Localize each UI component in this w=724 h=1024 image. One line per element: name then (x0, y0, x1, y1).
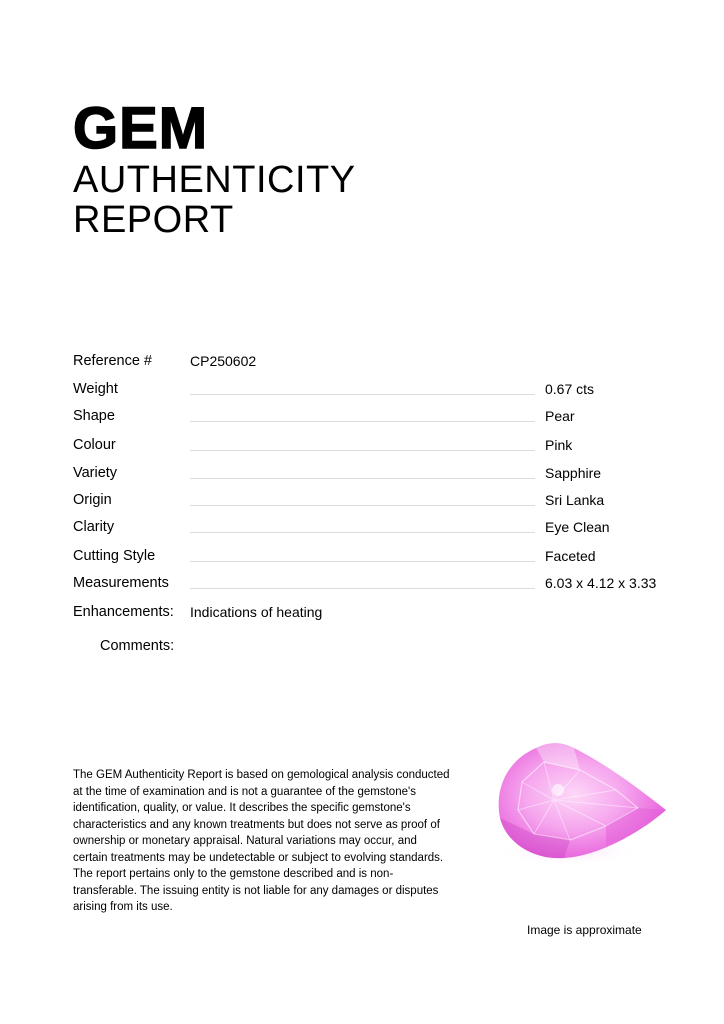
detail-row-clarity (73, 519, 673, 543)
detail-row-origin (73, 492, 673, 516)
dotted-rule (190, 478, 535, 479)
detail-row-variety (73, 465, 673, 489)
detail-label: Colour (73, 437, 116, 453)
disclaimer-text: The GEM Authenticity Report is based on gemological analysis conducted at the time of examination and is not a guarantee of the gemstone's identification, quality, or value. It describes the specific gemstone's characteristics and any known treatments but does not serve as proof of ownership or monetary appraisal. Natural variations may occur, and certain treatments may be undetectable or subject to evolving standards. The report pertains only to the gemstone described and is non-transferable. The issuing entity is not liable for any damages or disputes arising from its use. (73, 769, 450, 913)
detail-value: Pear (545, 408, 575, 424)
detail-label: Shape (73, 408, 115, 424)
dotted-rule (190, 421, 535, 422)
comments-label: Comments: (100, 638, 175, 654)
image-caption: Image is approximate (527, 923, 642, 937)
enhancements-label: Enhancements: (73, 604, 174, 620)
dotted-rule (190, 588, 535, 589)
detail-value: Pink (545, 437, 573, 453)
subtitle-line-1: AUTHENTICITY (73, 159, 356, 201)
detail-value: Sapphire (545, 465, 602, 481)
enhancements-row (73, 604, 673, 628)
reference-row (73, 353, 673, 377)
detail-value: Eye Clean (545, 519, 610, 535)
reference-value: CP250602 (190, 353, 257, 369)
detail-value: 0.67 cts (545, 381, 595, 397)
dotted-rule (190, 394, 535, 395)
detail-row-cutting-style (73, 548, 673, 572)
detail-value: Faceted (545, 548, 596, 564)
detail-row-colour (73, 437, 673, 461)
report-subtitle (73, 160, 356, 240)
detail-label: Measurements (73, 575, 169, 591)
report-title: GEM (73, 96, 209, 161)
detail-row-weight (73, 381, 673, 405)
detail-row-shape (73, 408, 673, 432)
detail-label: Clarity (73, 519, 115, 535)
detail-value: 6.03 x 4.12 x 3.33 (545, 575, 657, 591)
dotted-rule (190, 561, 535, 562)
detail-label: Cutting Style (73, 548, 156, 564)
dotted-rule (190, 505, 535, 506)
dotted-rule (190, 532, 535, 533)
detail-row-measurements (73, 575, 673, 599)
detail-label: Origin (73, 492, 112, 508)
dotted-rule (190, 450, 535, 451)
reference-label: Reference # (73, 353, 152, 369)
pink-pear-sapphire-image (488, 730, 678, 880)
detail-value: Sri Lanka (545, 492, 605, 508)
enhancements-value: Indications of heating (190, 604, 323, 620)
detail-label: Weight (73, 381, 118, 397)
detail-label: Variety (73, 465, 118, 481)
subtitle-line-2: REPORT (73, 199, 234, 241)
